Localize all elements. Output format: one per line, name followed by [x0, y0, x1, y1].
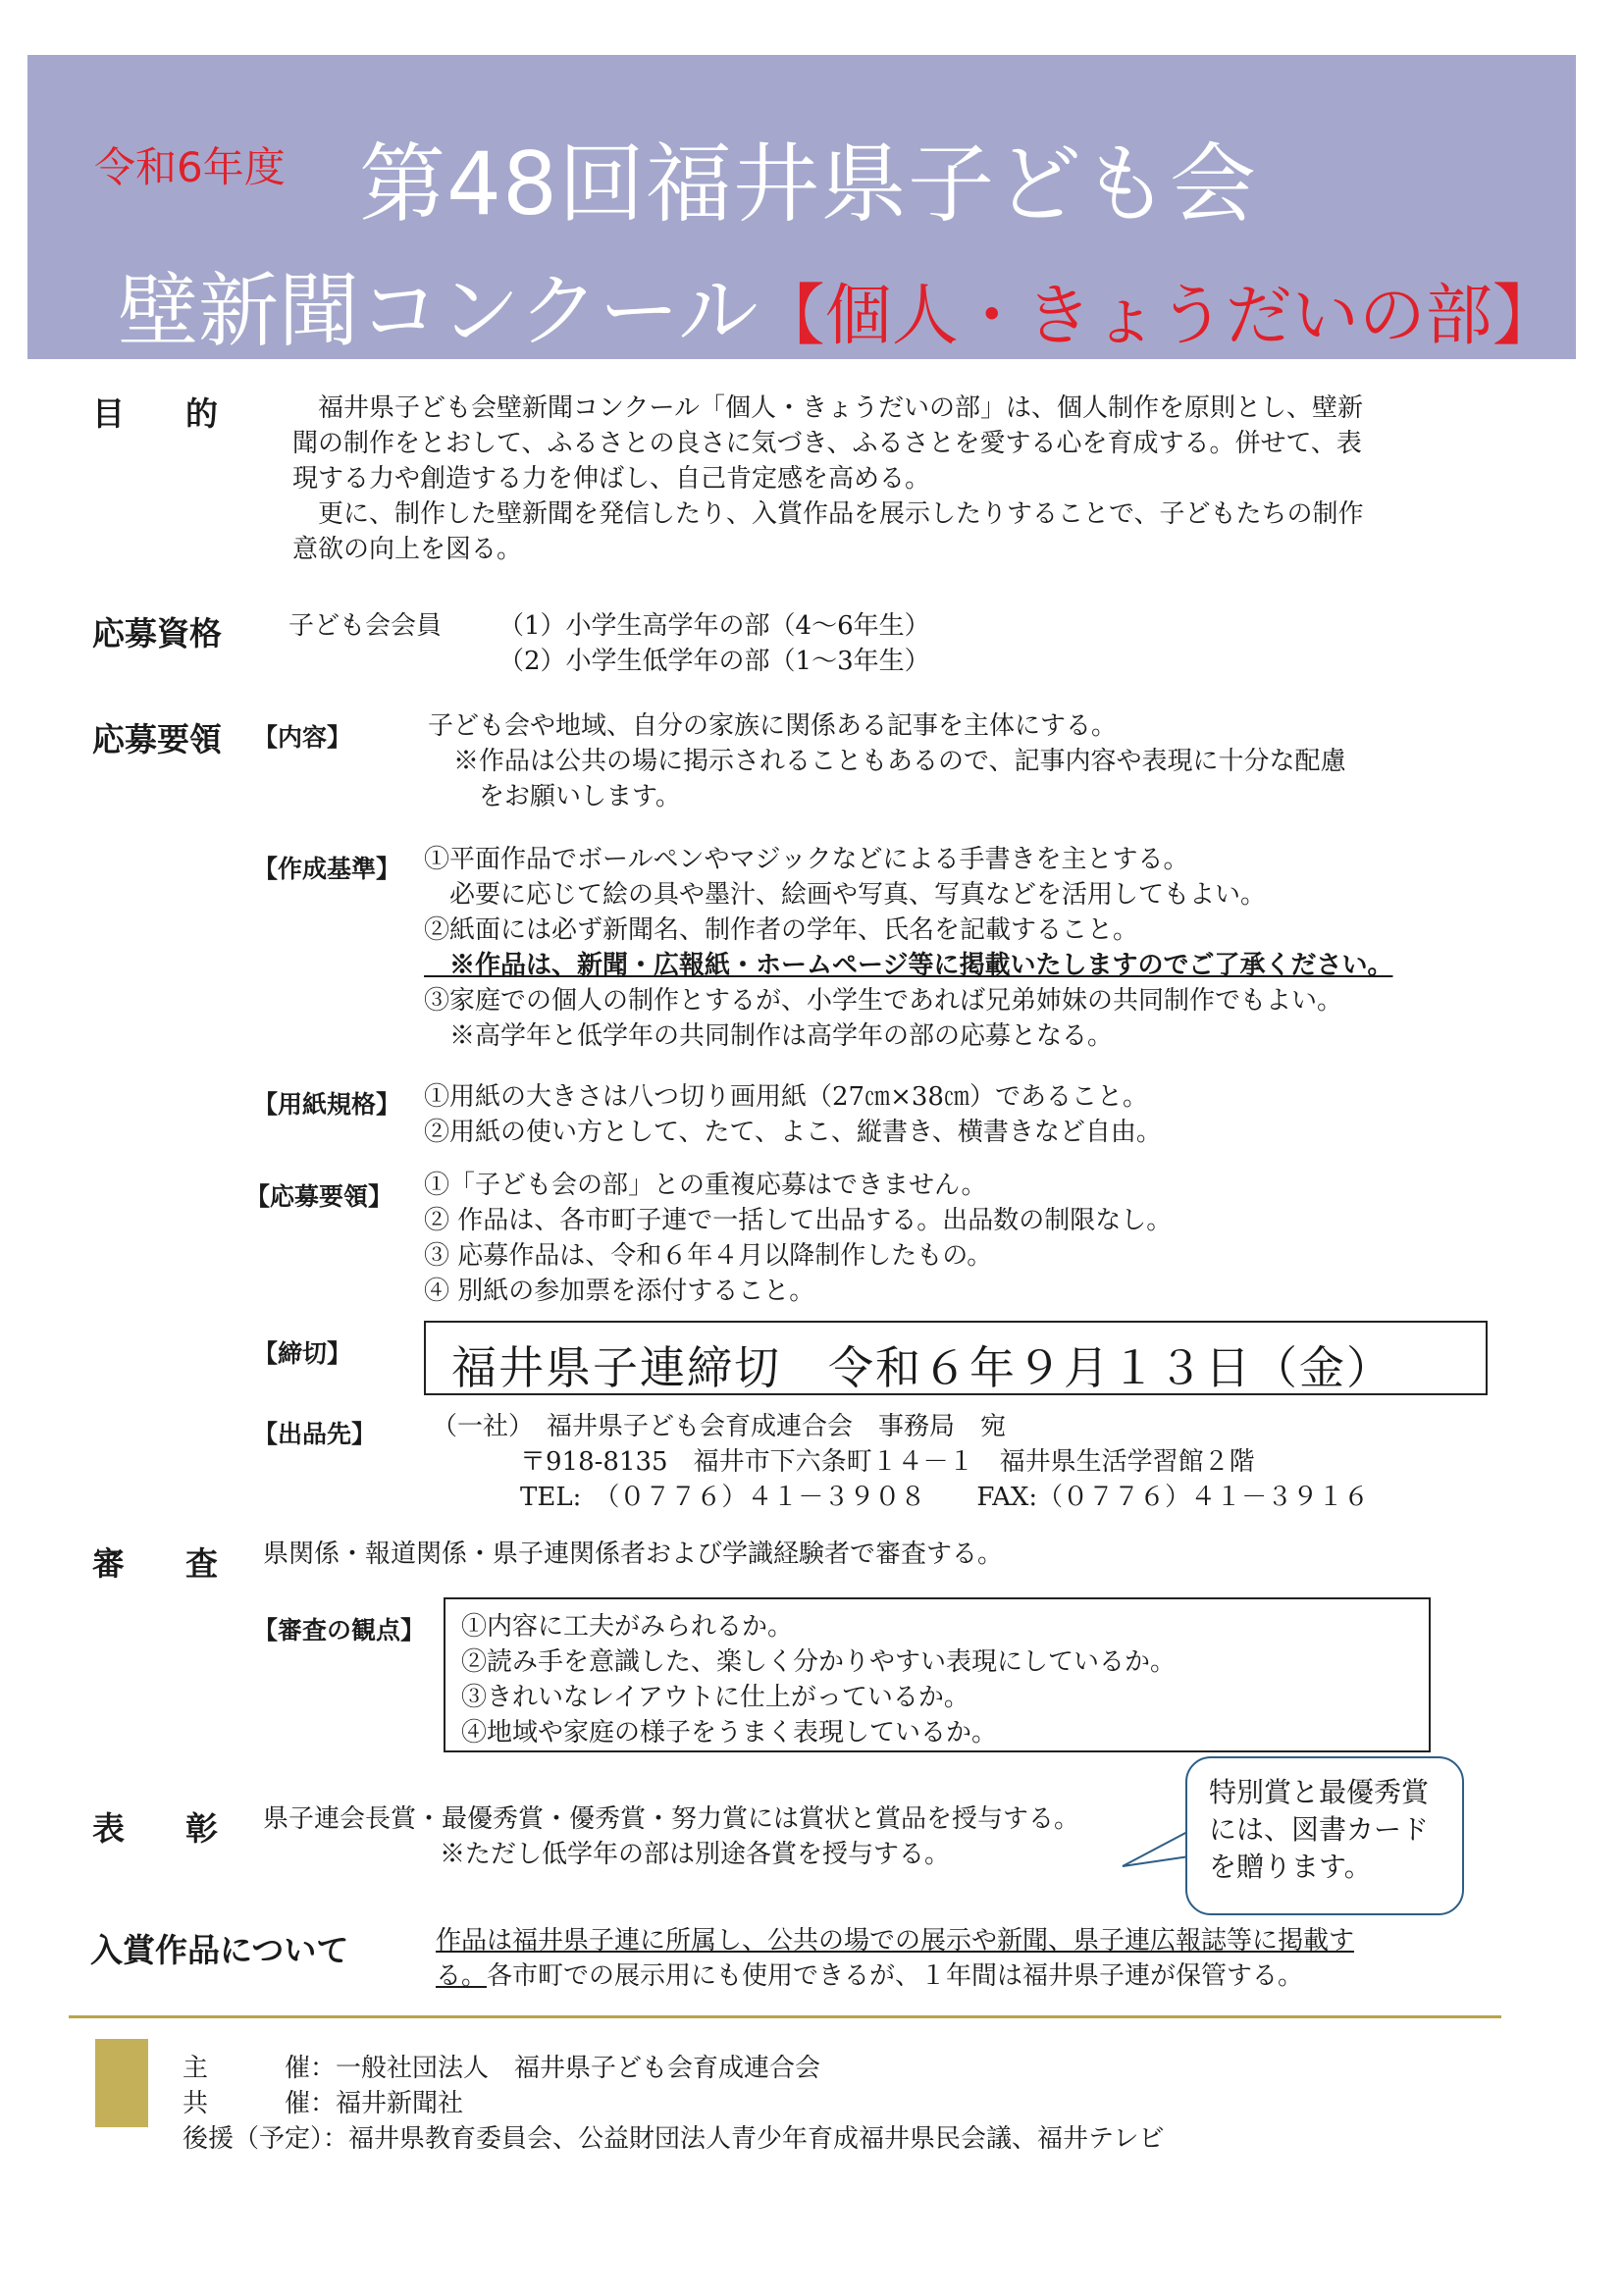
purpose-line: 更に、制作した壁新聞を発信したり、入賞作品を展示したりすることで、子どもたちの制作: [292, 499, 1364, 529]
winning-line-2-underlined: る。: [436, 1961, 488, 1991]
bubble-line: には、図書カード: [1209, 1813, 1430, 1846]
application-line: ④ 別紙の参加票を添付すること。: [424, 1277, 815, 1306]
paper-text: [424, 1079, 1162, 1150]
paper-line: ①用紙の大きさは八つ切り画用紙（27㎝×38㎝）であること。: [424, 1082, 1148, 1112]
submit-label: 【出品先】: [253, 1420, 377, 1448]
content-line: 子ども会や地域、自分の家族に関係ある記事を主体にする。: [428, 711, 1118, 741]
content-label: 【内容】: [253, 723, 352, 752]
guidelines-heading: 応募要領: [92, 720, 222, 758]
purpose-line: 現する力や創造する力を伸ばし、自己肯定感を高める。: [292, 464, 931, 494]
purpose-text: [292, 391, 1363, 567]
application-line: ③ 応募作品は、令和６年４月以降制作したもの。: [424, 1241, 993, 1271]
eligibility-who: 子ども会会員: [288, 611, 443, 641]
winning-text: [436, 1923, 1354, 1994]
title-division: 【個人・きょうだいの部】: [758, 278, 1559, 355]
purpose-heading: 目的: [92, 394, 279, 433]
title-line-1: 第48回福井県子ども会: [359, 133, 1257, 235]
criteria-line: 必要に応じて絵の具や墨汁、絵画や写真、写真などを活用してもよい。: [424, 880, 1267, 910]
eligibility-list: [498, 608, 930, 679]
winning-line-1: 作品は福井県子連に所属し、公共の場での展示や新聞、県子連広報誌等に掲載す: [436, 1926, 1355, 1956]
content-text: [428, 708, 1345, 814]
eligibility-item: （2）小学生低学年の部（1～3年生）: [498, 647, 930, 676]
viewpoint-list: [461, 1609, 1176, 1750]
submit-phone: TEL: （０７７６）４１－３９０８ FAX:（０７７６）４１－３９１６: [520, 1483, 1370, 1512]
paper-line: ②用紙の使い方として、たて、よこ、縦書き、横書きなど自由。: [424, 1118, 1162, 1147]
application-label: 【応募要領】: [245, 1182, 393, 1211]
application-text: [424, 1168, 1172, 1309]
purpose-line: 福井県子ども会壁新聞コンクール「個人・きょうだいの部」は、個人制作を原則とし、壁新: [292, 393, 1363, 423]
submit-address: 〒918-8135 福井市下六条町１４－１ 福井県生活学習館２階: [520, 1447, 1255, 1477]
deadline-label: 【締切】: [253, 1339, 352, 1368]
viewpoint-label: 【審査の観点】: [253, 1616, 426, 1644]
application-line: ①「子ども会の部」との重複応募はできません。: [424, 1171, 987, 1200]
submit-org: （一社） 福井県子ども会育成連合会 事務局 宛: [432, 1412, 1007, 1441]
judging-text: 県関係・報道関係・県子連関係者および学識経験者で審査する。: [263, 1539, 1004, 1569]
purpose-line: 意欲の向上を図る。: [292, 535, 523, 564]
viewpoint-item: ②読み手を意識した、楽しく分かりやすい表現にしているか。: [461, 1647, 1177, 1677]
viewpoint-item: ①内容に工夫がみられるか。: [461, 1612, 794, 1642]
eligibility-heading: 応募資格: [92, 614, 222, 652]
bubble-line: を贈ります。: [1209, 1851, 1372, 1883]
awards-text: 県子連会長賞・最優秀賞・優秀賞・努力賞には賞状と賞品を授与する。: [263, 1804, 1080, 1834]
title-line-2: [118, 247, 1559, 362]
criteria-line: ③家庭での個人の制作とするが、小学生であれば兄弟姉妹の共同制作でもよい。: [424, 986, 1343, 1016]
judging-heading: 審査: [92, 1544, 279, 1583]
bubble-line: 特別賞と最優秀賞: [1209, 1776, 1430, 1808]
criteria-line: ※高学年と低学年の共同制作は高学年の部の応募となる。: [424, 1021, 1114, 1051]
viewpoint-item: ③きれいなレイアウトに仕上がっているか。: [461, 1683, 969, 1712]
awards-heading: 表彰: [92, 1809, 279, 1848]
content-line: をお願いします。: [428, 782, 681, 811]
viewpoint-item: ④地域や家庭の様子をうまく表現しているか。: [461, 1718, 998, 1748]
paper-label: 【用紙規格】: [253, 1090, 401, 1119]
speech-bubble-text: [1209, 1774, 1429, 1886]
support: 後援（予定）：福井県教育委員会、公益財団法人青少年育成福井県民会議、福井テレビ: [183, 2124, 1165, 2154]
content-line: ※作品は公共の場に掲示されることもあるので、記事内容や表現に十分な配慮: [428, 747, 1346, 776]
criteria-label: 【作成基準】: [253, 855, 401, 883]
organizer: 主 催：一般社団法人 福井県子ども会育成連合会: [183, 2054, 821, 2083]
criteria-line: ②紙面には必ず新聞名、制作者の学年、氏名を記載すること。: [424, 915, 1139, 945]
co-organizer: 共 催：福井新聞社: [183, 2089, 464, 2118]
title-main: 壁新聞コンクール: [118, 265, 759, 358]
application-line: ② 作品は、各市町子連で一括して出品する。出品数の制限なし。: [424, 1206, 1173, 1235]
purpose-line: 聞の制作をとおして、ふるさとの良さに気づき、ふるさとを愛する心を育成する。併せて、表: [292, 429, 1362, 458]
criteria-line: ①平面作品でボールペンやマジックなどによる手書きを主とする。: [424, 845, 1189, 874]
deadline-text: 福井県子連締切 令和６年９月１３日（金）: [451, 1341, 1393, 1394]
footer-accent-bar: [95, 2039, 148, 2127]
winning-line-2-rest: 各市町での展示用にも使用できるが、１年間は福井県子連が保管する。: [487, 1961, 1304, 1991]
winning-heading: 入賞作品について: [90, 1931, 349, 1969]
criteria-publication-note: ※作品は、新聞・広報紙・ホームページ等に掲載いたしますのでご了承ください。: [424, 951, 1393, 980]
awards-note: ※ただし低学年の部は別途各賞を授与する。: [440, 1840, 951, 1869]
criteria-text: [424, 842, 1392, 1054]
fiscal-year: 令和6年度: [94, 143, 286, 191]
eligibility-item: （1）小学生高学年の部（4～6年生）: [498, 611, 930, 641]
footer-divider: [69, 2015, 1501, 2018]
